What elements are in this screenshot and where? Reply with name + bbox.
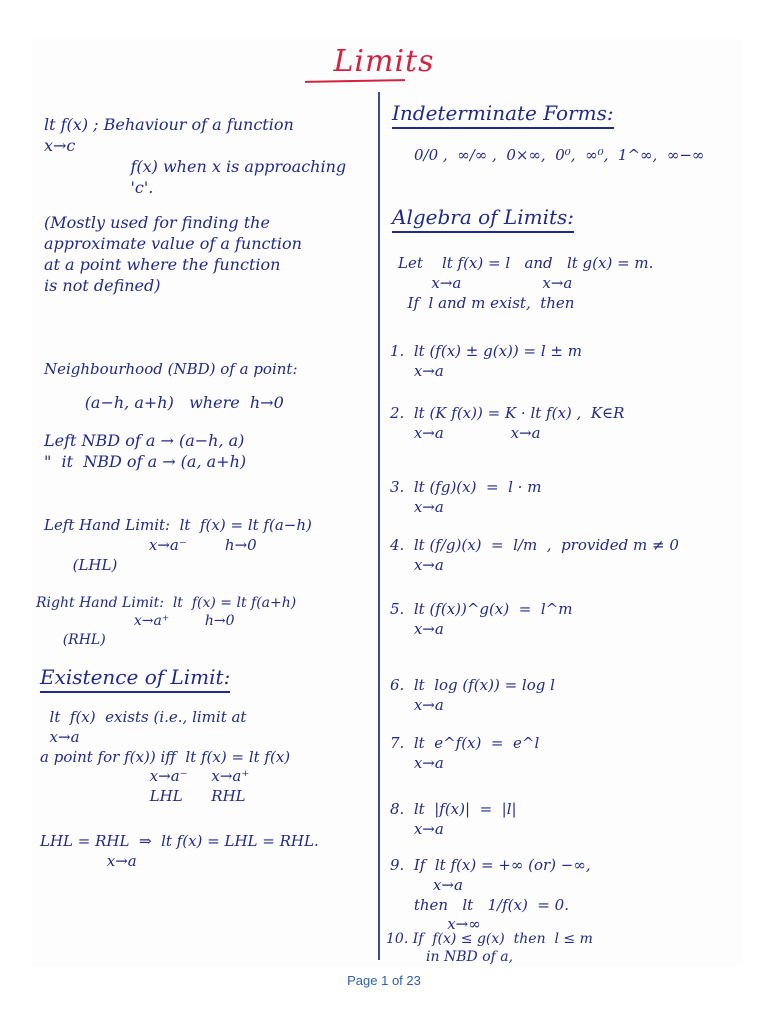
- nbd-interval: (a−h, a+h) where h→0: [44, 393, 284, 412]
- algebra-heading-text: Algebra of Limits:: [392, 205, 574, 233]
- algebra-rule-4: 4. lt (f/g)(x) = l/m , provided m ≠ 0 x→a: [390, 536, 679, 574]
- page-title: Limits: [333, 44, 435, 79]
- column-divider: [378, 92, 380, 960]
- algebra-rule-6: 6. lt log (f(x)) = log l x→a: [390, 676, 555, 714]
- indeterminate-forms: 0/0 , ∞/∞ , 0×∞, 0⁰, ∞⁰, 1^∞, ∞−∞: [414, 146, 705, 164]
- algebra-rule-1: 1. lt (f(x) ± g(x)) = l ± m x→a: [390, 342, 582, 380]
- left-hand-limit: Left Hand Limit: lt f(x) = lt f(a−h) x→a⁻ h→0 (LHL): [44, 516, 312, 574]
- indeterminate-heading: [392, 100, 614, 126]
- existence-body: lt f(x) exists (i.e., limit at x→a a point for f(x)) iff lt f(x) = lt f(x) x→a⁻ x→a⁺ LHL RHL: [40, 708, 291, 806]
- algebra-rule-3: 3. lt (fg)(x) = l · m x→a: [390, 478, 542, 516]
- page-footer: Page 1 of 23: [347, 973, 421, 988]
- algebra-heading: [392, 204, 574, 230]
- nbd-sides: Left NBD of a → (a−h, a) " it NBD of a → (a, a+h): [44, 431, 247, 472]
- algebra-rule-10: 10. If f(x) ≤ g(x) then l ≤ m in NBD of a,: [386, 931, 593, 966]
- algebra-rule-2: 2. lt (K f(x)) = K · lt f(x) , K∈R x→a x→a: [390, 404, 625, 442]
- nbd-heading: Neighbourhood (NBD) of a point:: [44, 360, 298, 378]
- limit-definition: lt f(x) ; Behaviour of a function x→c f(x) when x is approaching 'c'.: [44, 115, 347, 198]
- algebra-rule-5: 5. lt (f(x))^g(x) = l^m x→a: [390, 600, 573, 638]
- limit-note: (Mostly used for finding the approximate value of a function at a point where the function is not defined): [44, 213, 302, 296]
- existence-equation: LHL = RHL ⇒ lt f(x) = LHL = RHL. x→a: [40, 832, 319, 870]
- indeterminate-heading-text: Indeterminate Forms:: [392, 101, 614, 129]
- algebra-intro: Let lt f(x) = l and lt g(x) = m. x→a x→a If l and m exist, then: [398, 254, 654, 312]
- existence-heading: [40, 664, 230, 690]
- existence-heading-text: Existence of Limit:: [40, 665, 230, 693]
- algebra-rule-9: 9. If lt f(x) = +∞ (or) −∞, x→a then lt 1/f(x) = 0. x→∞: [390, 856, 591, 934]
- right-hand-limit: Right Hand Limit: lt f(x) = lt f(a+h) x→a⁺ h→0 (RHL): [36, 595, 297, 648]
- algebra-rule-7: 7. lt e^f(x) = e^l x→a: [390, 734, 540, 772]
- algebra-rule-8: 8. lt |f(x)| = |l| x→a: [390, 800, 517, 838]
